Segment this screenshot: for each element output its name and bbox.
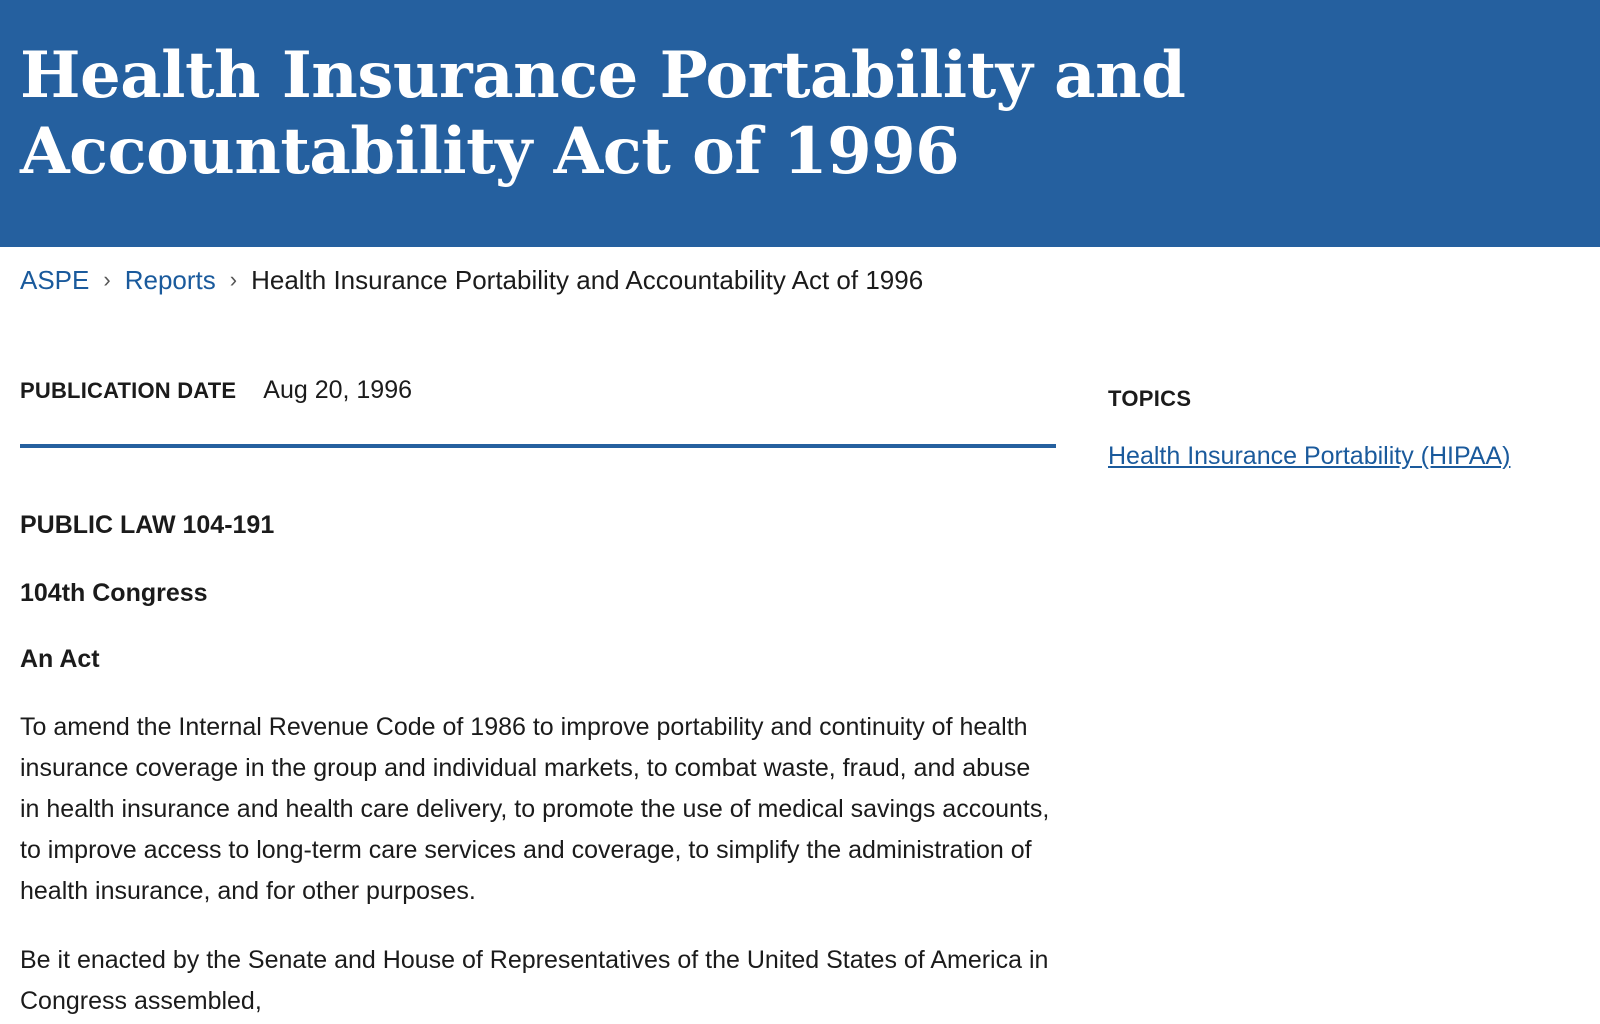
topics-sidebar (1108, 386, 1578, 471)
act-purpose-paragraph: To amend the Internal Revenue Code of 1986 to improve portability and continuity of health insurance coverage in the group and individual markets, to combat waste, fraud, and abuse in health insurance and health care delivery, to promote the use of medical savings accounts, to improve access to long-term care services and coverage, to simplify the administration of health insurance, and for other purposes. (20, 713, 1050, 905)
topic-link-hipaa[interactable]: Health Insurance Portability (HIPAA) (1108, 442, 1511, 470)
chevron-right-icon: › (103, 267, 111, 292)
enactment-paragraph: Be it enacted by the Senate and House of Representatives of the United States of America in Congress assembled, (20, 946, 1049, 1015)
act-heading: An Act (20, 645, 100, 673)
page-title: Health Insurance Portability and Accountability Act of 1996 (20, 38, 1186, 189)
breadcrumb-link-reports[interactable]: Reports (124, 264, 216, 295)
chevron-right-icon: › (229, 267, 238, 292)
publication-date-value: Aug 20, 1996 (263, 376, 413, 404)
publication-meta (20, 376, 412, 405)
section-divider (20, 444, 1056, 448)
congress-heading: 104th Congress (20, 579, 208, 607)
page-hero (0, 0, 1600, 247)
publication-date-label: PUBLICATION DATE (20, 378, 237, 403)
breadcrumb-current: Health Insurance Portability and Accountability Act of 1996 (251, 264, 924, 295)
article-body (20, 505, 1060, 1022)
breadcrumb-link-aspe[interactable]: ASPE (20, 264, 90, 295)
breadcrumb (20, 262, 923, 298)
public-law-heading: PUBLIC LAW 104-191 (20, 511, 275, 539)
topics-heading: TOPICS (1108, 386, 1192, 411)
